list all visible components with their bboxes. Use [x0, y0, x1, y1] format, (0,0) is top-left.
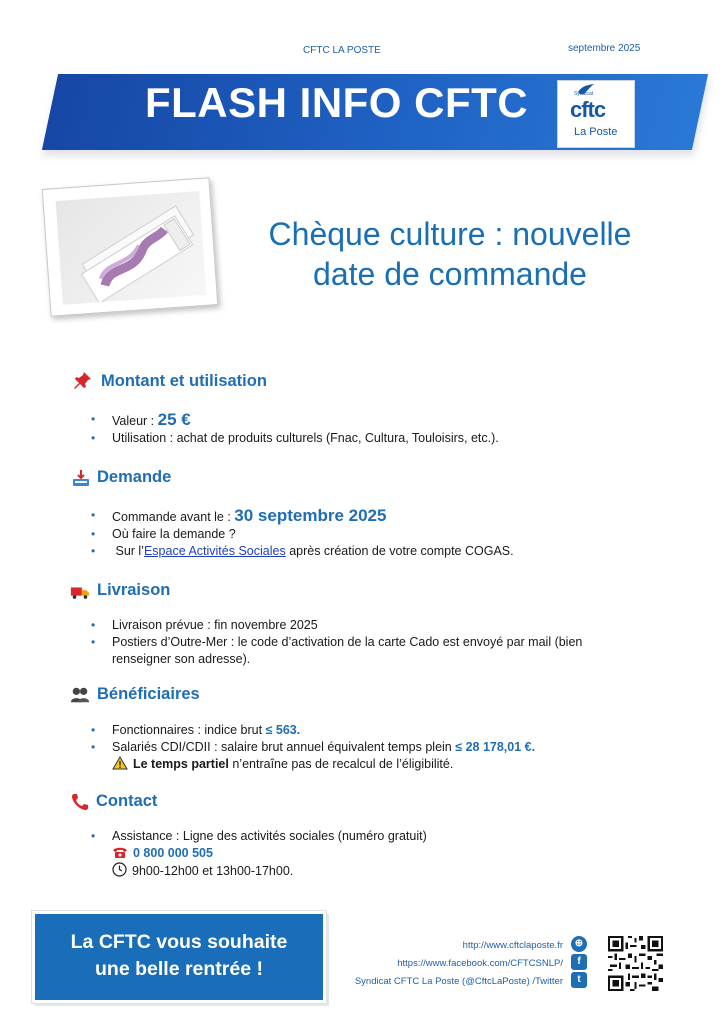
- twitter-link[interactable]: Syndicat CFTC La Poste (@CftcLaPoste) /Twitter: [354, 976, 563, 987]
- list-beneficiaires: [112, 722, 672, 773]
- facebook-link[interactable]: https://www.facebook.com/CFTCSNLP/: [397, 958, 563, 969]
- list-item: • Où faire la demande ?: [112, 526, 672, 543]
- list-item-hours: 9h00-12h00 et 13h00-17h00.: [112, 862, 672, 880]
- cheque-photo: [42, 177, 219, 316]
- salary-value: ≤ 28 178,01 €.: [455, 740, 536, 754]
- list-item: • Postiers d’Outre-Mer : le code d’activation de la carte Cado est envoyé par mail (bien renseigner son adresse).: [112, 634, 622, 668]
- globe-icon: ⊕: [571, 936, 587, 952]
- headline: [240, 214, 660, 294]
- list-contact: [112, 828, 672, 880]
- footer-message: La CFTC vous souhaite une belle rentrée !: [70, 931, 288, 980]
- section-title-montant: Montant et utilisation: [101, 372, 267, 390]
- page-title: FLASH INFO CFTC: [145, 79, 529, 126]
- warning-icon: [112, 756, 128, 770]
- list-item: • Valeur : 25 €: [112, 411, 672, 430]
- espace-activites-link[interactable]: Espace Activités Sociales: [143, 544, 286, 558]
- list-item: • Assistance : Ligne des activités sociales (numéro gratuit): [112, 828, 672, 845]
- list-item: • Utilisation : achat de produits culturels (Fnac, Cultura, Touloisirs, etc.).: [112, 430, 672, 447]
- cheque-value: 25 €: [157, 410, 191, 429]
- list-item: • Fonctionnaires : indice brut ≤ 563.: [112, 722, 672, 739]
- list-item: • Commande avant le : 30 septembre 2025: [112, 507, 672, 526]
- headline-line1: Chèque culture : nouvelle: [268, 216, 632, 252]
- facebook-icon: f: [571, 954, 587, 970]
- list-demande: [112, 507, 672, 560]
- pushpin-icon: [73, 370, 93, 390]
- qr-code: [608, 936, 663, 991]
- list-item: • Salariés CDI/CDII : salaire brut annuel équivalent temps plein ≤ 28 178,01 €.: [112, 739, 672, 756]
- headline-line2: date de commande: [313, 256, 587, 292]
- section-title-contact: Contact: [96, 792, 158, 810]
- inbox-icon: [71, 468, 91, 488]
- section-title-demande: Demande: [97, 468, 172, 486]
- indice-value: ≤ 563.: [265, 723, 301, 737]
- list-item-phone: [112, 845, 672, 862]
- phone-number[interactable]: 0 800 000 505: [133, 846, 213, 860]
- cftc-logo: [557, 80, 635, 148]
- telephone-icon: [112, 846, 128, 859]
- list-item: • Livraison prévue : fin novembre 2025: [112, 617, 622, 634]
- footer-message-box: [32, 911, 326, 1003]
- people-icon: [70, 685, 90, 705]
- order-deadline: 30 septembre 2025: [234, 506, 387, 525]
- logo-syndicat: Syndicat: [574, 91, 594, 97]
- header-org: CFTC LA POSTE: [303, 45, 381, 56]
- section-title-livraison: Livraison: [97, 581, 171, 599]
- website-link[interactable]: http://www.cftclaposte.fr: [462, 940, 563, 951]
- clock-icon: [112, 862, 127, 877]
- logo-brand: cftc: [570, 97, 606, 122]
- list-montant: [112, 411, 672, 447]
- list-item: • Sur l’Espace Activités Sociales après création de votre compte COGAS.: [112, 543, 672, 560]
- list-livraison: [112, 617, 622, 668]
- truck-icon: [70, 582, 90, 602]
- header-date: septembre 2025: [568, 43, 641, 54]
- logo-sub: La Poste: [574, 126, 618, 138]
- list-item-warning: Le temps partiel n’entraîne pas de recalcul de l’éligibilité.: [112, 756, 672, 773]
- twitter-icon: t: [571, 972, 587, 988]
- phone-icon: [70, 792, 90, 812]
- section-title-beneficiaires: Bénéficiaires: [97, 685, 200, 703]
